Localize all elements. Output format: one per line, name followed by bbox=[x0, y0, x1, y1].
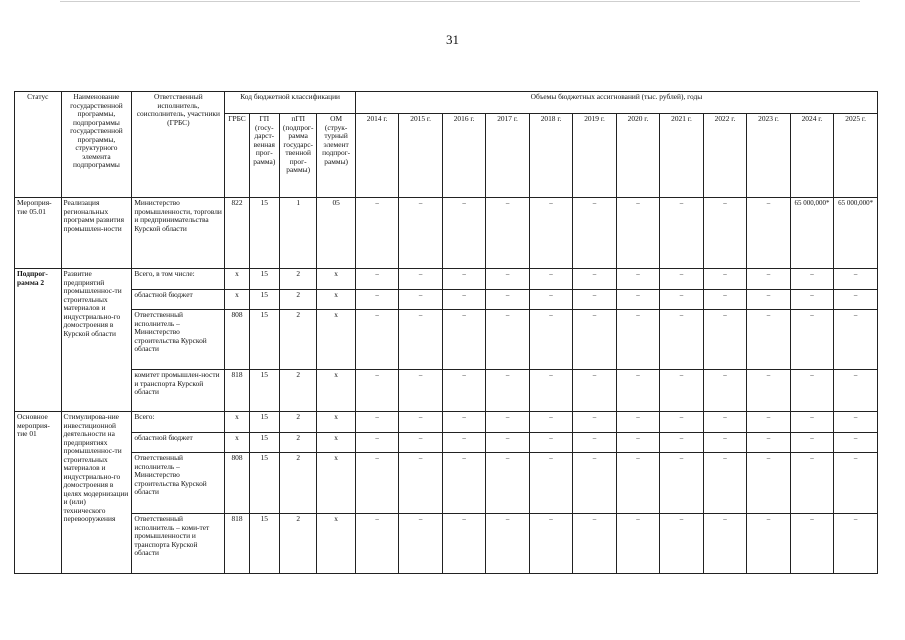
row-amount: – bbox=[660, 514, 703, 574]
row-amount: – bbox=[660, 412, 703, 433]
row-amount: – bbox=[399, 370, 442, 412]
row-pgp: 1 bbox=[279, 198, 316, 269]
row-executor: областной бюджет bbox=[132, 433, 225, 453]
row-om: х bbox=[317, 433, 355, 453]
header-grbs: ГРБС bbox=[225, 114, 249, 198]
row-om: х bbox=[317, 290, 355, 310]
row-amount: – bbox=[486, 433, 529, 453]
table-row bbox=[15, 514, 878, 574]
row-amount: – bbox=[834, 290, 878, 310]
row-amount: – bbox=[529, 310, 572, 370]
row-name: Развитие предприятий промышленнос-ти строительных материалов и индустриально-го домостроения в Курской области bbox=[61, 269, 132, 412]
row-gp: 15 bbox=[249, 433, 279, 453]
row-amount: – bbox=[399, 310, 442, 370]
row-amount: – bbox=[616, 290, 659, 310]
row-pgp: 2 bbox=[279, 370, 316, 412]
row-amount: – bbox=[790, 453, 833, 514]
row-amount: 65 000,000* bbox=[834, 198, 878, 269]
row-amount: – bbox=[703, 453, 746, 514]
row-amount: – bbox=[616, 514, 659, 574]
header-year: 2023 г. bbox=[747, 114, 790, 198]
row-pgp: 2 bbox=[279, 514, 316, 574]
header-year: 2024 г. bbox=[790, 114, 833, 198]
row-executor: областной бюджет bbox=[132, 290, 225, 310]
row-amount: – bbox=[355, 514, 398, 574]
row-amount: – bbox=[790, 269, 833, 290]
row-grbs: 808 bbox=[225, 453, 249, 514]
row-amount: – bbox=[790, 370, 833, 412]
row-status: Основное мероприя-тие 01 bbox=[15, 412, 62, 574]
header-year: 2018 г. bbox=[529, 114, 572, 198]
row-grbs: 822 bbox=[225, 198, 249, 269]
row-amount: – bbox=[355, 269, 398, 290]
row-amount: – bbox=[573, 290, 616, 310]
scan-top-edge bbox=[60, 1, 860, 2]
header-year: 2025 г. bbox=[834, 114, 878, 198]
row-om: х bbox=[317, 269, 355, 290]
row-status: Мероприя-тие 05.01 bbox=[15, 198, 62, 269]
table-row bbox=[15, 269, 878, 290]
row-pgp: 2 bbox=[279, 412, 316, 433]
page-number: 31 bbox=[446, 32, 459, 47]
row-amount: – bbox=[747, 514, 790, 574]
header-status: Статус bbox=[15, 92, 62, 198]
header-code-group: Код бюджетной классификации bbox=[225, 92, 356, 114]
row-amount: – bbox=[703, 412, 746, 433]
row-gp: 15 bbox=[249, 514, 279, 574]
row-amount: – bbox=[573, 269, 616, 290]
table-row bbox=[15, 433, 878, 453]
header-year: 2021 г. bbox=[660, 114, 703, 198]
row-executor: комитет промышлен-ности и транспорта Курской области bbox=[132, 370, 225, 412]
row-amount: – bbox=[616, 310, 659, 370]
table-row bbox=[15, 290, 878, 310]
row-grbs: х bbox=[225, 433, 249, 453]
row-amount: – bbox=[573, 310, 616, 370]
row-executor: Всего: bbox=[132, 412, 225, 433]
row-amount: – bbox=[486, 514, 529, 574]
header-year: 2014 г. bbox=[355, 114, 398, 198]
header-gp: ГП (госу-дарст-венная прог-рамма) bbox=[249, 114, 279, 198]
header-name: Наименование государственной программы, подпрограммы государственной программы, структурного элемента подпрограммы bbox=[61, 92, 132, 198]
budget-table bbox=[14, 91, 878, 574]
row-amount: – bbox=[355, 370, 398, 412]
header-executor: Ответственный исполнитель, соисполнитель, участники (ГРБС) bbox=[132, 92, 225, 198]
table-body bbox=[15, 198, 878, 574]
row-amount: – bbox=[747, 310, 790, 370]
row-gp: 15 bbox=[249, 412, 279, 433]
row-amount: – bbox=[660, 290, 703, 310]
row-gp: 15 bbox=[249, 453, 279, 514]
row-amount: – bbox=[660, 198, 703, 269]
row-amount: – bbox=[355, 453, 398, 514]
row-om: х bbox=[317, 310, 355, 370]
row-gp: 15 bbox=[249, 310, 279, 370]
row-pgp: 2 bbox=[279, 290, 316, 310]
row-amount: – bbox=[747, 412, 790, 433]
header-year: 2017 г. bbox=[486, 114, 529, 198]
table-header bbox=[15, 92, 878, 198]
table-row bbox=[15, 370, 878, 412]
row-om: 05 bbox=[317, 198, 355, 269]
row-amount: 65 000,000* bbox=[790, 198, 833, 269]
row-amount: – bbox=[616, 453, 659, 514]
row-pgp: 2 bbox=[279, 433, 316, 453]
row-gp: 15 bbox=[249, 370, 279, 412]
row-grbs: 818 bbox=[225, 514, 249, 574]
row-amount: – bbox=[399, 198, 442, 269]
row-om: х bbox=[317, 453, 355, 514]
row-amount: – bbox=[486, 198, 529, 269]
table-row bbox=[15, 198, 878, 269]
row-amount: – bbox=[486, 310, 529, 370]
row-executor: Всего, в том числе: bbox=[132, 269, 225, 290]
row-amount: – bbox=[616, 269, 659, 290]
header-year: 2016 г. bbox=[442, 114, 485, 198]
row-amount: – bbox=[442, 412, 485, 433]
row-pgp: 2 bbox=[279, 269, 316, 290]
row-amount: – bbox=[486, 269, 529, 290]
row-amount: – bbox=[486, 290, 529, 310]
row-amount: – bbox=[703, 198, 746, 269]
row-gp: 15 bbox=[249, 290, 279, 310]
row-amount: – bbox=[790, 412, 833, 433]
row-grbs: х bbox=[225, 269, 249, 290]
row-amount: – bbox=[442, 290, 485, 310]
row-amount: – bbox=[747, 433, 790, 453]
row-name: Стимулирова-ние инвестиционной деятельности на предприятиях промышленнос-ти строительных материалов и индустриально-го домостроения в целях модернизации и (или) технического перевооружения bbox=[61, 412, 132, 574]
row-amount: – bbox=[529, 370, 572, 412]
row-executor: Ответственный исполнитель – коми-тет промышленности и транспорта Курской области bbox=[132, 514, 225, 574]
row-om: х bbox=[317, 412, 355, 433]
row-amount: – bbox=[616, 433, 659, 453]
row-amount: – bbox=[747, 453, 790, 514]
row-amount: – bbox=[573, 433, 616, 453]
row-amount: – bbox=[790, 433, 833, 453]
row-om: х bbox=[317, 370, 355, 412]
row-amount: – bbox=[703, 290, 746, 310]
header-om: ОМ (струк-турный элемент подпрог-раммы) bbox=[317, 114, 355, 198]
row-executor: Ответственный исполнитель – Министерство строительства Курской области bbox=[132, 310, 225, 370]
row-amount: – bbox=[790, 290, 833, 310]
row-grbs: 808 bbox=[225, 310, 249, 370]
row-amount: – bbox=[573, 514, 616, 574]
row-amount: – bbox=[747, 269, 790, 290]
row-gp: 15 bbox=[249, 198, 279, 269]
row-amount: – bbox=[660, 370, 703, 412]
row-amount: – bbox=[573, 370, 616, 412]
row-amount: – bbox=[486, 453, 529, 514]
row-executor: Ответственный исполнитель – Министерство строительства Курской области bbox=[132, 453, 225, 514]
row-amount: – bbox=[486, 412, 529, 433]
row-amount: – bbox=[616, 412, 659, 433]
row-amount: – bbox=[616, 198, 659, 269]
row-amount: – bbox=[790, 514, 833, 574]
row-amount: – bbox=[747, 198, 790, 269]
row-amount: – bbox=[442, 310, 485, 370]
row-grbs: 818 bbox=[225, 370, 249, 412]
row-amount: – bbox=[573, 412, 616, 433]
row-amount: – bbox=[529, 433, 572, 453]
row-amount: – bbox=[529, 514, 572, 574]
row-pgp: 2 bbox=[279, 453, 316, 514]
row-amount: – bbox=[573, 453, 616, 514]
row-amount: – bbox=[834, 269, 878, 290]
row-amount: – bbox=[399, 412, 442, 433]
header-year: 2019 г. bbox=[573, 114, 616, 198]
table-row bbox=[15, 310, 878, 370]
header-pgp: пГП (подпрог-рамма государс-твенной прог-раммы) bbox=[279, 114, 316, 198]
row-name: Реализация региональных программ развития промышлен-ности bbox=[61, 198, 132, 269]
row-amount: – bbox=[616, 370, 659, 412]
row-amount: – bbox=[442, 453, 485, 514]
header-volume-group: Объемы бюджетных ассигнований (тыс. рублей), годы bbox=[355, 92, 877, 114]
row-status: Подпрог-рамма 2 bbox=[15, 269, 62, 412]
row-amount: – bbox=[834, 514, 878, 574]
row-amount: – bbox=[529, 198, 572, 269]
row-amount: – bbox=[529, 412, 572, 433]
row-amount: – bbox=[747, 290, 790, 310]
row-amount: – bbox=[703, 433, 746, 453]
row-amount: – bbox=[399, 290, 442, 310]
row-amount: – bbox=[355, 310, 398, 370]
row-amount: – bbox=[355, 198, 398, 269]
row-amount: – bbox=[442, 269, 485, 290]
row-amount: – bbox=[399, 514, 442, 574]
header-year: 2022 г. bbox=[703, 114, 746, 198]
row-amount: – bbox=[660, 310, 703, 370]
row-amount: – bbox=[703, 514, 746, 574]
row-amount: – bbox=[703, 310, 746, 370]
row-amount: – bbox=[834, 370, 878, 412]
row-amount: – bbox=[529, 269, 572, 290]
row-amount: – bbox=[747, 370, 790, 412]
header-year: 2015 г. bbox=[399, 114, 442, 198]
row-amount: – bbox=[399, 433, 442, 453]
row-amount: – bbox=[355, 433, 398, 453]
row-amount: – bbox=[834, 453, 878, 514]
table-row bbox=[15, 412, 878, 433]
row-amount: – bbox=[834, 310, 878, 370]
row-amount: – bbox=[529, 290, 572, 310]
row-amount: – bbox=[834, 412, 878, 433]
row-grbs: х bbox=[225, 412, 249, 433]
row-amount: – bbox=[486, 370, 529, 412]
row-amount: – bbox=[703, 370, 746, 412]
row-amount: – bbox=[399, 269, 442, 290]
row-amount: – bbox=[399, 453, 442, 514]
row-amount: – bbox=[442, 514, 485, 574]
row-gp: 15 bbox=[249, 269, 279, 290]
row-pgp: 2 bbox=[279, 310, 316, 370]
row-amount: – bbox=[442, 198, 485, 269]
row-amount: – bbox=[703, 269, 746, 290]
row-amount: – bbox=[660, 453, 703, 514]
row-amount: – bbox=[834, 433, 878, 453]
row-amount: – bbox=[355, 412, 398, 433]
row-amount: – bbox=[442, 370, 485, 412]
row-amount: – bbox=[442, 433, 485, 453]
row-amount: – bbox=[573, 198, 616, 269]
row-grbs: х bbox=[225, 290, 249, 310]
header-year: 2020 г. bbox=[616, 114, 659, 198]
row-executor: Министерство промышленности, торговли и предпринимательства Курской области bbox=[132, 198, 225, 269]
row-amount: – bbox=[660, 269, 703, 290]
row-amount: – bbox=[790, 310, 833, 370]
row-amount: – bbox=[529, 453, 572, 514]
row-amount: – bbox=[355, 290, 398, 310]
row-om: х bbox=[317, 514, 355, 574]
row-amount: – bbox=[660, 433, 703, 453]
table-row bbox=[15, 453, 878, 514]
